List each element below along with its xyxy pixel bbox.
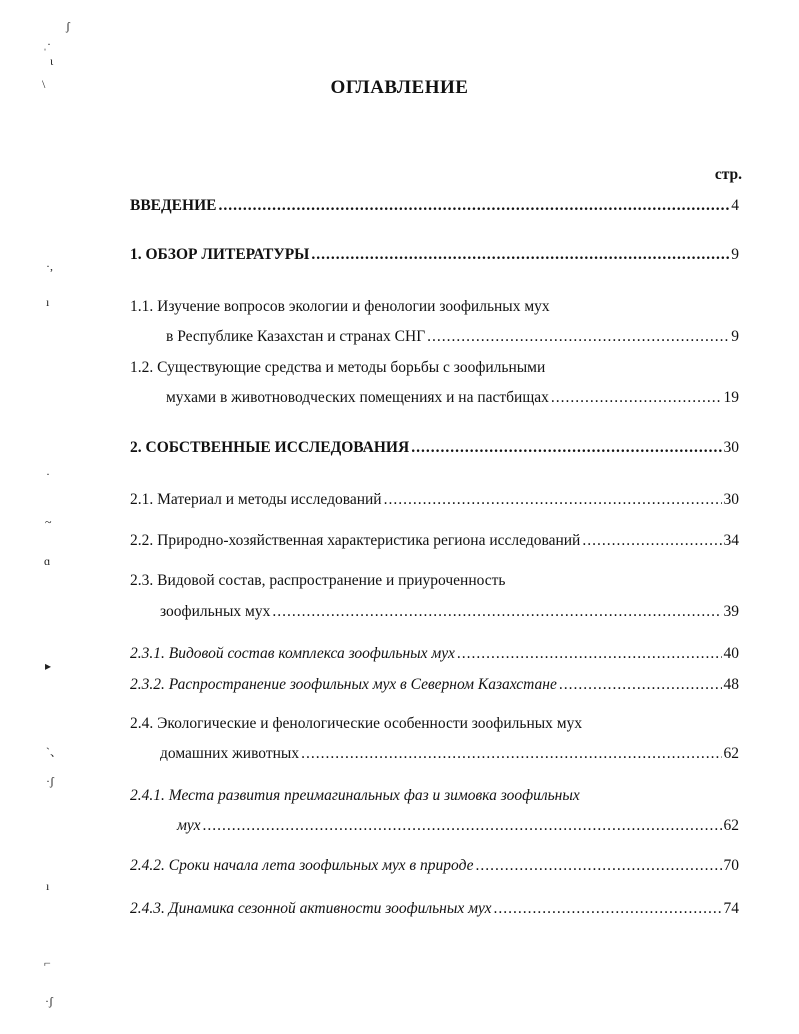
toc-entry-2-3[interactable] xyxy=(160,602,739,622)
toc-leader-dots xyxy=(457,644,722,664)
toc-entry-2-4-line1[interactable]: 2.4. Экологические и фенологические особенности зоофильных мух xyxy=(130,715,583,732)
toc-entry-label: 2.3.2. Распространение зоофильных мух в Северном Казахстане xyxy=(130,676,557,693)
toc-entry-label: 1. ОБЗОР ЛИТЕРАТУРЫ xyxy=(130,246,310,263)
toc-page-number: 39 xyxy=(723,603,739,620)
toc-page-number: 4 xyxy=(731,197,739,214)
toc-leader-dots xyxy=(272,602,721,622)
toc-page-number: 74 xyxy=(723,900,739,917)
toc-entry-label: 2. СОБСТВЕННЫЕ ИССЛЕДОВАНИЯ xyxy=(130,439,410,456)
toc-page-number: 62 xyxy=(723,817,739,834)
toc-entry-1-1[interactable] xyxy=(166,327,739,347)
scan-artifact-mark: \ xyxy=(42,77,46,91)
scan-artifact-mark: ~ xyxy=(45,515,52,529)
toc-leader-dots xyxy=(427,327,729,347)
scan-artifact-mark: ˌ· xyxy=(43,37,51,51)
toc-page-number: 62 xyxy=(723,745,739,762)
toc-leader-dots xyxy=(551,388,722,408)
toc-entry-2-2[interactable] xyxy=(130,531,739,551)
toc-entry-label: домашних животных xyxy=(160,745,300,762)
toc-entry-section-2[interactable] xyxy=(130,438,739,458)
toc-entry-label: 2.3.1. Видовой состав комплекса зоофильных мух xyxy=(130,645,455,662)
toc-entry-label: 2.4.2. Сроки начала лета зоофильных мух в природе xyxy=(130,857,474,874)
toc-entry-1-1-line1[interactable]: 1.1. Изучение вопросов экологии и фенологии зоофильных мух xyxy=(130,298,550,315)
scan-artifact-mark: ·ʃ xyxy=(46,774,54,788)
toc-leader-dots xyxy=(475,856,721,876)
scan-artifact-mark: ·ʃ xyxy=(45,994,53,1008)
toc-entry-label: в Республике Казахстан и странах СНГ xyxy=(166,328,426,345)
scan-artifact-mark: ı xyxy=(46,879,50,893)
toc-entry-label: 2.4.3. Динамика сезонной активности зоофильных мух xyxy=(130,900,492,917)
toc-leader-dots xyxy=(582,531,721,551)
scan-artifact-mark: ▸ xyxy=(45,659,52,673)
toc-entry-2-4-2[interactable] xyxy=(130,856,739,876)
toc-page-number: 19 xyxy=(723,389,739,406)
toc-leader-dots xyxy=(301,744,721,764)
toc-leader-dots xyxy=(384,490,722,510)
scan-artifact-mark: `、 xyxy=(46,745,62,759)
toc-page-number: 9 xyxy=(731,246,739,263)
toc-entry-2-3-2[interactable] xyxy=(130,675,739,695)
toc-page-number: 48 xyxy=(723,676,739,693)
toc-entry-label: 2.1. Материал и методы исследований xyxy=(130,491,382,508)
toc-entry-2-4[interactable] xyxy=(160,744,739,764)
page-column-header: стр. xyxy=(714,166,742,183)
toc-leader-dots xyxy=(411,438,721,458)
toc-leader-dots xyxy=(494,899,722,919)
page-title: ОГЛАВЛЕНИЕ xyxy=(330,77,469,98)
toc-page-number: 30 xyxy=(723,439,739,456)
toc-entry-2-3-1[interactable] xyxy=(130,644,739,664)
toc-entry-1-2-line1[interactable]: 1.2. Существующие средства и методы борьбы с зоофильными xyxy=(130,359,546,376)
toc-entry-section-1[interactable] xyxy=(130,245,739,265)
toc-leader-dots xyxy=(311,245,729,265)
scan-artifact-mark: · xyxy=(46,467,50,481)
toc-page-number: 9 xyxy=(731,328,739,345)
toc-leader-dots xyxy=(218,196,729,216)
toc-entry-2-4-3[interactable] xyxy=(130,899,739,919)
scan-artifact-mark: ι xyxy=(50,54,54,68)
toc-entry-label: мух xyxy=(177,817,201,834)
scan-artifact-mark: ·, xyxy=(46,259,53,273)
toc-entry-2-4-1-line1[interactable]: 2.4.1. Места развития преимагинальных фаз и зимовка зоофильных xyxy=(130,787,580,804)
toc-page-number: 70 xyxy=(723,857,739,874)
scan-artifact-mark: ɑ xyxy=(44,554,51,568)
toc-page-number: 40 xyxy=(723,645,739,662)
scan-artifact-mark: ı xyxy=(46,295,50,309)
toc-page-number: 30 xyxy=(723,491,739,508)
toc-entry-label: зоофильных мух xyxy=(160,603,271,620)
toc-entry-label: ВВЕДЕНИЕ xyxy=(130,197,217,214)
toc-page-number: 34 xyxy=(723,532,739,549)
toc-entry-2-4-1[interactable] xyxy=(177,816,739,836)
toc-entry-2-3-line1[interactable]: 2.3. Видовой состав, распространение и приуроченность xyxy=(130,572,506,589)
toc-entry-label: мухами в животноводческих помещениях и на пастбищах xyxy=(166,389,549,406)
scan-artifact-mark: ʃ xyxy=(66,19,70,33)
scan-artifact-mark: ⌐ xyxy=(44,956,51,970)
toc-leader-dots xyxy=(559,675,722,695)
toc-entry-2-1[interactable] xyxy=(130,490,739,510)
toc-entry-intro[interactable] xyxy=(130,196,739,216)
toc-leader-dots xyxy=(202,816,721,836)
toc-entry-1-2[interactable] xyxy=(166,388,739,408)
toc-entry-label: 2.2. Природно-хозяйственная характеристика региона исследований xyxy=(130,532,581,549)
